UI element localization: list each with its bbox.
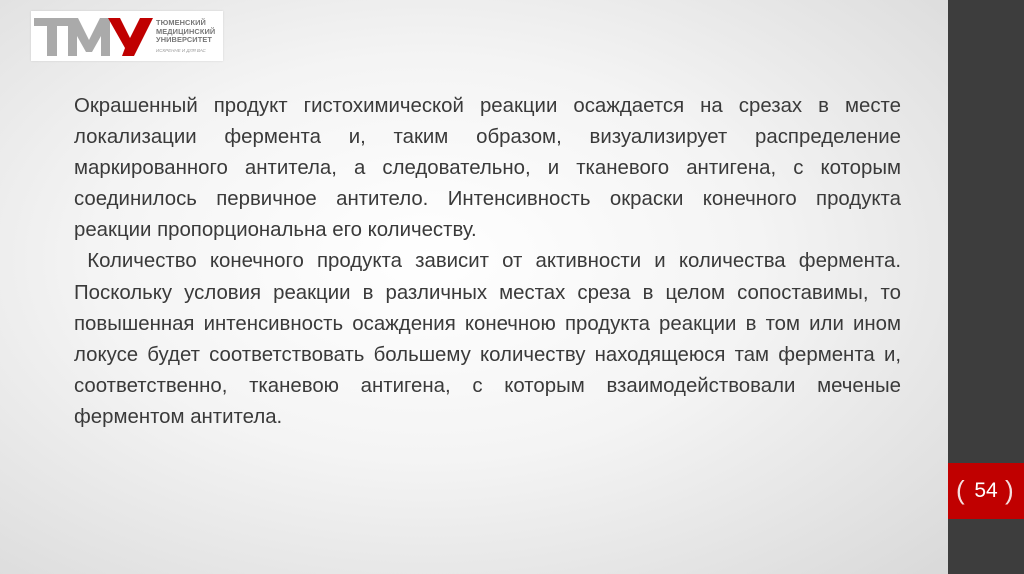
slide-body-text <box>74 91 907 433</box>
body-paragraph-1: Окрашенный продукт гистохимической реакции осаждается на срезах в месте локализации фермента и, таким образом, визуализирует распределение маркированного антитела, а следовательно, и тканевого антигена, с которым соединилось первичное антитело. Интенсивность окраски конечного продукта реакции пропорциональна его количеству. <box>74 95 901 242</box>
page-bracket-right: ) <box>1005 475 1014 505</box>
page-bracket-left: ( <box>956 475 965 505</box>
university-motto: ИСКРЕННЕ И ДЛЯ ВАС <box>156 48 206 53</box>
university-logo <box>31 11 223 61</box>
page-number: 54 <box>974 479 998 502</box>
tmu-logo-mark-icon <box>34 14 154 58</box>
body-paragraph-2: Количество конечного продукта зависит от активности и количества фермента. Поскольку условия реакции в различных местах среза в целом сопоставимы, то повышенная интенсивность осаждения конечною продукта реакции в том или ином локусе будет соответствовать большему количеству находящеюся там фермента и, соответственно, тканевою антигена, с которым взаимодействовали меченые ферментом антитела. <box>74 250 907 428</box>
university-name-line-2: МЕДИЦИНСКИЙ <box>156 26 216 36</box>
university-name-line-1: ТЮМЕНСКИЙ <box>156 18 206 27</box>
page-number-badge <box>948 463 1024 519</box>
university-name-line-3: УНИВЕРСИТЕТ <box>156 35 212 45</box>
university-name <box>156 19 222 45</box>
